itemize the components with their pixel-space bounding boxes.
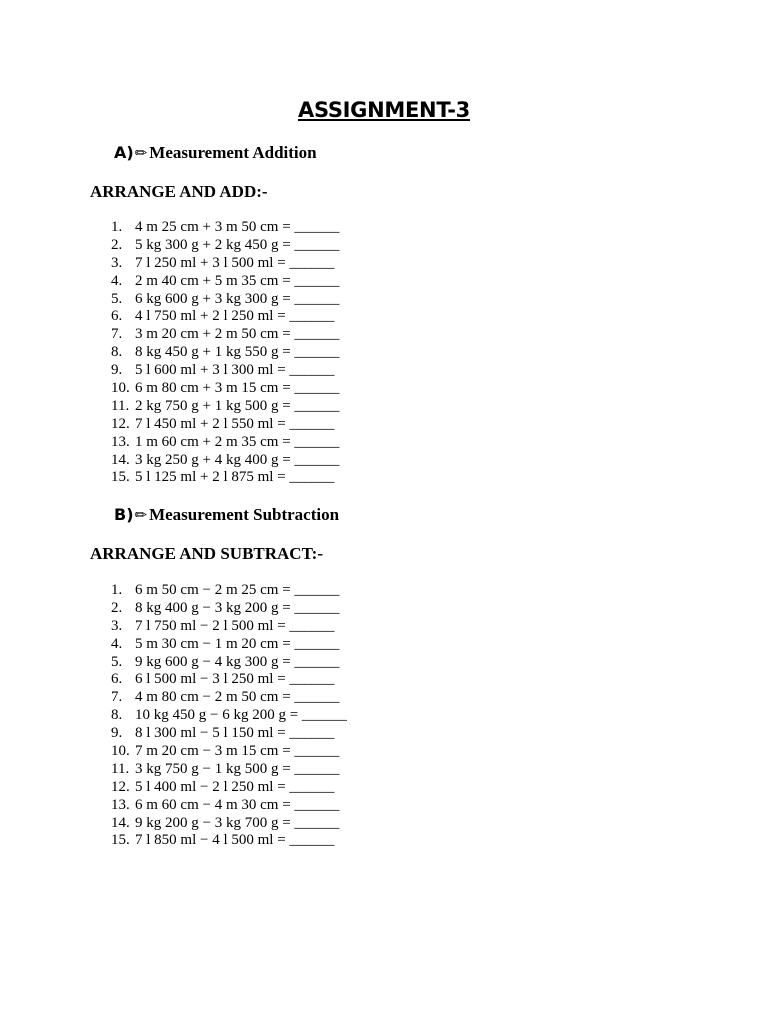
list-item: 3. 7 l 250 ml + 3 l 500 ml = ______ [111,254,335,271]
list-item: 15. 5 l 125 ml + 2 l 875 ml = ______ [111,469,335,486]
list-item: 2. 8 kg 400 g − 3 kg 200 g = ______ [111,599,340,616]
list-item: 5. 6 kg 600 g + 3 kg 300 g = ______ [111,290,340,307]
list-item: 10. 6 m 80 cm + 3 m 15 cm = ______ [111,380,340,397]
list-item: 15. 7 l 850 ml − 4 l 500 ml = ______ [111,832,335,849]
pencil-icon: ✏ [134,144,148,162]
list-item: 4. 2 m 40 cm + 5 m 35 cm = ______ [111,272,340,289]
list-item: 11. 3 kg 750 g − 1 kg 500 g = ______ [111,760,340,777]
list-item: 5. 9 kg 600 g − 4 kg 300 g = ______ [111,653,340,670]
list-item: 13. 1 m 60 cm + 2 m 35 cm = ______ [111,433,340,450]
list-item: 6. 6 l 500 ml − 3 l 250 ml = ______ [111,671,335,688]
section-a-instruction: ARRANGE AND ADD:- [90,182,268,201]
section-b-letter: B) [114,505,134,524]
list-item: 4. 5 m 30 cm − 1 m 20 cm = ______ [111,635,340,652]
list-item: 3. 7 l 750 ml − 2 l 500 ml = ______ [111,617,335,634]
subtraction-problem-list [111,582,347,850]
section-a-heading [114,141,317,165]
list-item: 12. 5 l 400 ml − 2 l 250 ml = ______ [111,778,335,795]
section-b-instruction: ARRANGE AND SUBTRACT:- [90,544,323,563]
list-item: 2. 5 kg 300 g + 2 kg 450 g = ______ [111,236,340,253]
section-a-title: Measurement Addition [149,143,317,162]
list-item: 9. 8 l 300 ml − 5 l 150 ml = ______ [111,725,335,742]
list-item: 9. 5 l 600 ml + 3 l 300 ml = ______ [111,362,335,379]
list-item: 6. 4 l 750 ml + 2 l 250 ml = ______ [111,308,335,325]
section-b-title: Measurement Subtraction [149,505,340,524]
list-item: 1. 6 m 50 cm − 2 m 25 cm = ______ [111,582,340,598]
list-item: 8. 10 kg 450 g − 6 kg 200 g = ______ [111,707,347,724]
page-title: ASSIGNMENT-3 [298,98,470,122]
section-a-letter: A) [114,143,134,162]
list-item: 10. 7 m 20 cm − 3 m 15 cm = ______ [111,743,340,760]
pencil-icon: ✏ [134,506,148,524]
list-item: 14. 9 kg 200 g − 3 kg 700 g = ______ [111,814,340,831]
list-item: 7. 4 m 80 cm − 2 m 50 cm = ______ [111,689,340,706]
section-b-heading [114,503,339,527]
list-item: 14. 3 kg 250 g + 4 kg 400 g = ______ [111,451,340,468]
addition-problem-list [111,219,339,487]
list-item: 11. 2 kg 750 g + 1 kg 500 g = ______ [111,397,340,414]
list-item: 13. 6 m 60 cm − 4 m 30 cm = ______ [111,796,340,813]
list-item: 1. 4 m 25 cm + 3 m 50 cm = ______ [111,219,340,235]
list-item: 8. 8 kg 450 g + 1 kg 550 g = ______ [111,344,340,361]
list-item: 7. 3 m 20 cm + 2 m 50 cm = ______ [111,326,340,343]
list-item: 12. 7 l 450 ml + 2 l 550 ml = ______ [111,415,335,432]
